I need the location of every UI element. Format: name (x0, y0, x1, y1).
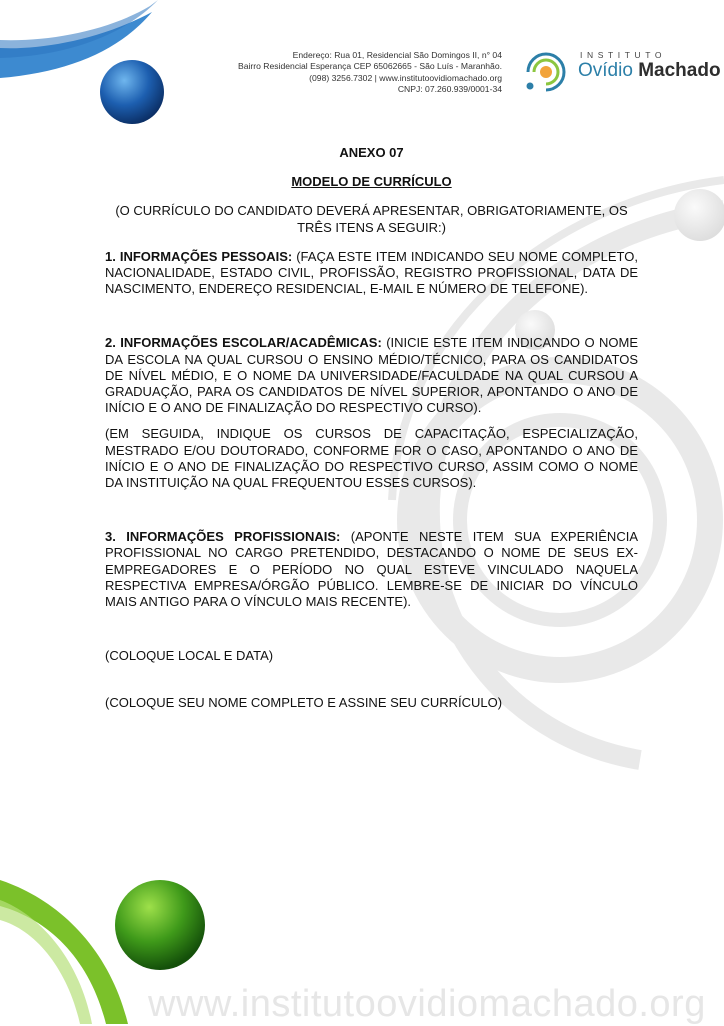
section-personal (105, 249, 638, 298)
logo-name-last: Machado (638, 60, 721, 81)
footer-website: www.institutoovidiomachado.org (148, 983, 706, 1025)
section-academic-extra: (EM SEGUIDA, INDIQUE OS CURSOS DE CAPACITAÇÃO, ESPECIALIZAÇÃO, MESTRADO E/OU DOUTORADO, CONFORME FOR O CASO, APONTANDO O ANO DE INÍCIO E O ANO DE FINALIZAÇÃO DO RESPECTIVO CURSO, ASSIM COMO O NOME DA INSTITUIÇÃO NA QUAL FREQUENTOU ESSES CURSOS). (105, 426, 638, 491)
address-line: CNPJ: 07.260.939/0001-34 (397, 84, 502, 95)
section-text: (FAÇA ESTE ITEM INDICANDO SEU NOME COMPLETO, NACIONALIDADE, ESTADO CIVIL, PROFISSÃO, REGISTRO PROFISSIONAL, DATA DE NASCIMENTO, ENDEREÇO RESIDENCIAL, E-MAIL E NÚMERO DE TELEFONE). (105, 248, 638, 297)
green-sphere (115, 880, 205, 970)
section-heading: 1. INFORMAÇÕES PESSOAIS: (105, 248, 293, 264)
logo-name (578, 60, 721, 82)
logo-icon (524, 48, 574, 94)
signature-line: (COLOQUE SEU NOME COMPLETO E ASSINE SEU CURRÍCULO) (105, 695, 503, 711)
section-heading: 2. INFORMAÇÕES ESCOLAR/ACADÊMICAS: (105, 335, 382, 351)
blue-sphere (100, 60, 164, 124)
document-body (105, 145, 638, 712)
annex-label: ANEXO 07 (339, 145, 404, 160)
logo-small-text: INSTITUTO (580, 50, 667, 60)
address-line: Bairro Residencial Esperança CEP 65062665 - São Luís - Maranhão. (237, 61, 502, 72)
section-academic (105, 335, 638, 416)
address-line: Endereço: Rua 01, Residencial São Domingos II, n° 04 (292, 50, 502, 60)
section-text: (INICIE ESTE ITEM INDICANDO O NOME DA ESCOLA NA QUAL CURSOU O ENSINO MÉDIO/TÉCNICO, PARA OS CANDIDATOS DE NÍVEL MÉDIO, E O NOME DA UNIVERSIDADE/FACULDADE NA QUAL CURSOU A GRADUAÇÃO, PARA OS CANDIDATOS DE NÍVEL SUPERIOR, APONTANDO O ANO DE INÍCIO E O ANO DE FINALIZAÇÃO DO RESPECTIVO CURSO). (105, 335, 638, 416)
institute-logo (524, 48, 721, 94)
document-title: MODELO DE CURRÍCULO (291, 174, 452, 190)
address-line: (098) 3256.7302 | www.institutoovidiomachado.org (309, 72, 502, 83)
green-swoosh (0, 880, 128, 1024)
place-date: (COLOQUE LOCAL E DATA) (105, 648, 274, 664)
section-text: (APONTE NESTE ITEM SUA EXPERIÊNCIA PROFISSIONAL NO CARGO PRETENDIDO, DESTACANDO O NOME DE SEUS EX-EMPREGADORES E O PERÍODO NO QUAL ESTEVE VINCULADO NAQUELA RESPECTIVA EMPRESA/ÓRGÃO PÚBLICO. LEMBRE-SE DE INICIAR DO VÍNCULO MAIS ANTIGO PARA O VÍNCULO MAIS RECENTE). (105, 529, 638, 610)
section-heading: 3. INFORMAÇÕES PROFISSIONAIS: (105, 529, 341, 545)
intro-text: (O CURRÍCULO DO CANDIDATO DEVERÁ APRESENTAR, OBRIGATORIAMENTE, OS TRÊS ITENS A SEGUIR:) (115, 203, 628, 235)
section-professional (105, 529, 638, 610)
header-address (180, 50, 502, 96)
logo-name-first: Ovídio (578, 60, 633, 81)
